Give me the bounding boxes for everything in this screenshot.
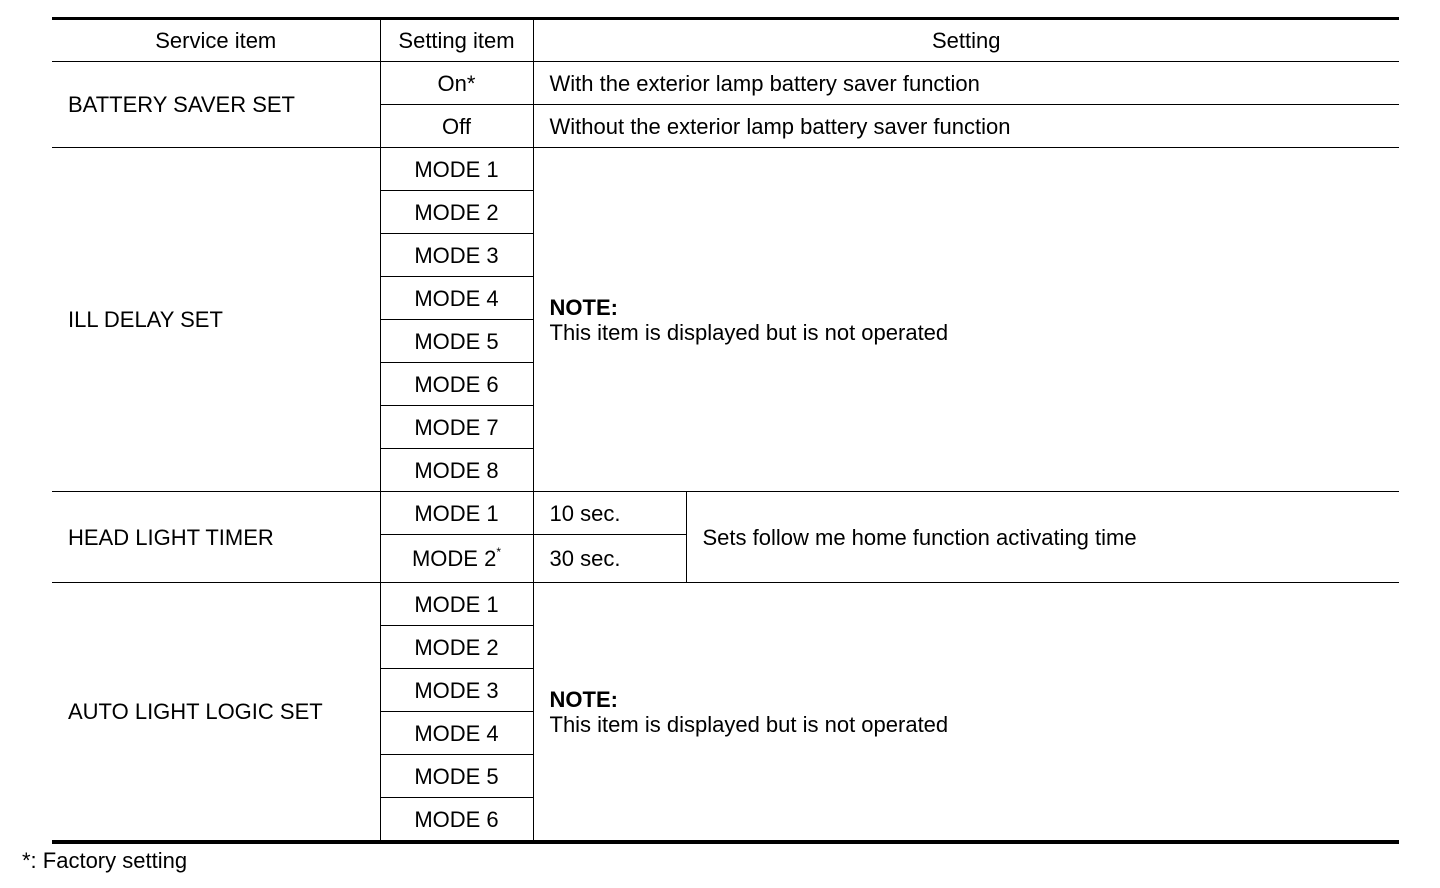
ill-delay-mode-2: MODE 2	[380, 191, 533, 234]
ill-delay-mode-4: MODE 4	[380, 277, 533, 320]
table-row	[52, 583, 1399, 626]
head-light-mode-1-label: MODE 1	[414, 500, 499, 526]
ill-delay-note	[533, 148, 1399, 492]
header-service-item: Service item	[52, 19, 380, 62]
auto-light-note	[533, 583, 1399, 843]
head-light-value-30: 30 sec.	[533, 535, 686, 583]
head-light-value-10: 10 sec.	[533, 492, 686, 535]
note-title: NOTE:	[549, 294, 618, 320]
service-settings-table	[52, 17, 1399, 844]
auto-light-mode-4: MODE 4	[380, 712, 533, 755]
service-ill-delay: ILL DELAY SET	[52, 148, 380, 492]
table-row	[52, 148, 1399, 191]
setting-item-off: Off	[380, 105, 533, 148]
header-setting-item: Setting item	[380, 19, 533, 62]
auto-light-mode-3: MODE 3	[380, 669, 533, 712]
table-header-row	[52, 19, 1399, 62]
head-light-mode-1	[380, 492, 533, 535]
auto-light-mode-2: MODE 2	[380, 626, 533, 669]
setting-item-on: On*	[380, 62, 533, 105]
service-auto-light-logic: AUTO LIGHT LOGIC SET	[52, 583, 380, 843]
service-head-light-timer: HEAD LIGHT TIMER	[52, 492, 380, 583]
factory-setting-mark: *	[496, 545, 502, 559]
ill-delay-mode-6: MODE 6	[380, 363, 533, 406]
ill-delay-mode-7: MODE 7	[380, 406, 533, 449]
head-light-description: Sets follow me home function activating time	[686, 492, 1399, 583]
header-setting: Setting	[533, 19, 1399, 62]
auto-light-mode-6: MODE 6	[380, 798, 533, 843]
head-light-mode-2-label: MODE 2	[411, 546, 497, 571]
note-body: This item is displayed but is not operated	[549, 319, 949, 345]
setting-off-description: Without the exterior lamp battery saver function	[533, 105, 1399, 148]
note-title: NOTE:	[549, 686, 618, 712]
ill-delay-mode-1: MODE 1	[380, 148, 533, 191]
ill-delay-mode-3: MODE 3	[380, 234, 533, 277]
table-row	[52, 492, 1399, 535]
factory-setting-footnote: *: Factory setting	[22, 848, 188, 873]
service-battery-saver: BATTERY SAVER SET	[52, 62, 380, 148]
head-light-mode-2	[380, 535, 533, 583]
table-row	[52, 62, 1399, 105]
note-body: This item is displayed but is not operated	[549, 711, 949, 737]
auto-light-mode-5: MODE 5	[380, 755, 533, 798]
ill-delay-mode-8: MODE 8	[380, 449, 533, 492]
setting-on-description: With the exterior lamp battery saver function	[533, 62, 1399, 105]
auto-light-mode-1: MODE 1	[380, 583, 533, 626]
ill-delay-mode-5: MODE 5	[380, 320, 533, 363]
